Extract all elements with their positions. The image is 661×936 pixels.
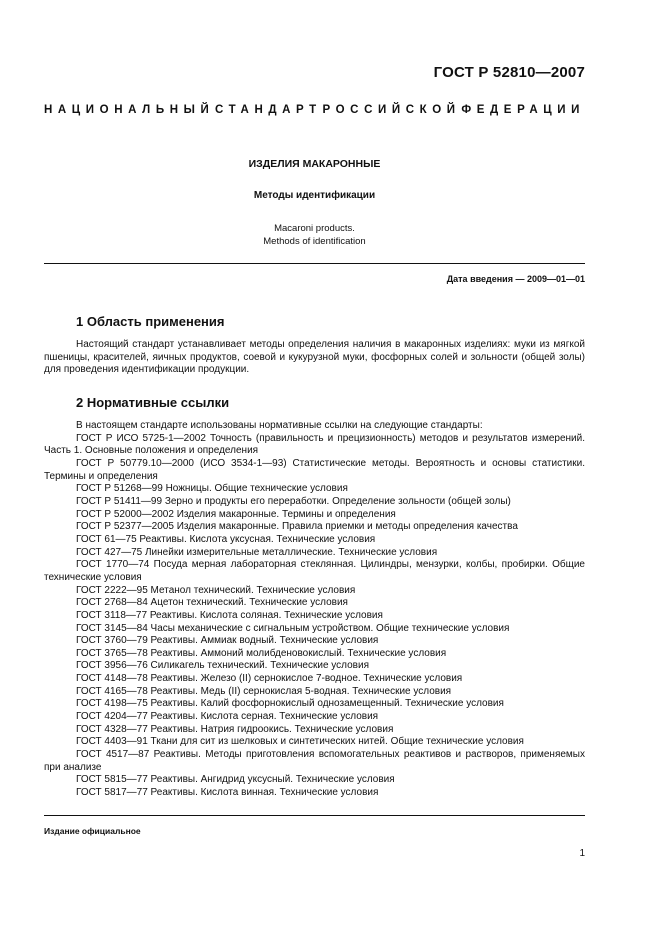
reference-line: ГОСТ 2222—95 Метанол технический. Технические условия [76, 584, 356, 596]
reference-line: В настоящем стандарте использованы нормативные ссылки на следующие стандарты: [76, 420, 483, 431]
reference-line: ГОСТ Р 51268—99 Ножницы. Общие технические условия [76, 483, 348, 495]
reference-line: ГОСТ Р 50779.10—2000 (ИСО 3534-1—93) Статистические методы. Вероятность и основы статистики. Термины и определения [44, 457, 585, 482]
reference-line: ГОСТ 3118—77 Реактивы. Кислота соляная. Технические условия [76, 609, 383, 621]
reference-line: ГОСТ 4403—91 Ткани для сит из шелковых и синтетических нитей. Общие технические условия [76, 736, 524, 748]
footer-divider [44, 815, 585, 816]
english-title [44, 222, 585, 248]
english-title-line: Methods of identification [263, 236, 366, 247]
reference-line: ГОСТ 4148—78 Реактивы. Железо (II) сернокислое 7-водное. Технические условия [76, 673, 463, 685]
reference-line: ГОСТ 4198—75 Реактивы. Калий фосфорнокислый однозамещенный. Технические условия [76, 698, 504, 710]
reference-line: ГОСТ 1770—74 Посуда мерная лабораторная стеклянная. Цилиндры, мензурки, колбы, пробирки. Общие технические условия [44, 559, 585, 583]
reference-line: ГОСТ Р 52000—2002 Изделия макаронные. Термины и определения [76, 508, 396, 520]
reference-line: ГОСТ 5817—77 Реактивы. Кислота винная. Технические условия [76, 787, 379, 799]
introduction-date: Дата введения — 2009—01—01 [446, 274, 585, 284]
banner-word: НАЦИОНАЛЬНЫЙ [44, 104, 215, 116]
banner-word: ФЕДЕРАЦИИ [461, 104, 585, 116]
reference-line: ГОСТ Р ИСО 5725-1—2002 Точность (правильность и прецизионность) методов и результатов измерений. Часть 1. Основные положения и определения [44, 432, 585, 457]
reference-line: ГОСТ 4165—78 Реактивы. Медь (II) сернокислая 5-водная. Технические условия [76, 685, 452, 697]
reference-line: ГОСТ 4517—87 Реактивы. Методы приготовления вспомогательных реактивов и растворов, применяемых при анализе [44, 749, 585, 773]
banner-word: СТАНДАРТ [215, 104, 322, 116]
official-edition-label: Издание официальное [44, 826, 141, 836]
national-standard-banner [44, 104, 585, 116]
reference-line: ГОСТ 5815—77 Реактивы. Ангидрид уксусный. Технические условия [76, 774, 395, 786]
reference-line: ГОСТ 427—75 Линейки измерительные металлические. Технические условия [76, 546, 438, 558]
reference-line: ГОСТ 4328—77 Реактивы. Натрия гидроокись. Технические условия [76, 723, 394, 735]
reference-line: ГОСТ 3760—79 Реактивы. Аммиак водный. Технические условия [76, 635, 379, 647]
gost-number: ГОСТ Р 52810—2007 [433, 64, 585, 81]
reference-line: ГОСТ 61—75 Реактивы. Кислота уксусная. Технические условия [76, 533, 376, 545]
banner-word: РОССИЙСКОЙ [322, 104, 461, 116]
reference-line: ГОСТ 3765—78 Реактивы. Аммоний молибденовокислый. Технические условия [76, 647, 447, 659]
scope-text: Настоящий стандарт устанавливает методы определения наличия в макаронных изделиях: муки из мягкой пшеницы, красителей, яичных продуктов, соевой и кукурузной муки, фосфорных солей и зольности (общей золы) для проведения идентификации продукции. [44, 339, 585, 376]
section-heading-references: 2 Нормативные ссылки [76, 395, 230, 410]
reference-line: ГОСТ 4204—77 Реактивы. Кислота серная. Технические условия [76, 711, 379, 723]
references-list [44, 420, 585, 800]
title-divider [44, 263, 585, 264]
reference-line: ГОСТ Р 52377—2005 Изделия макаронные. Правила приемки и методы определения качества [76, 521, 518, 533]
document-title: ИЗДЕЛИЯ МАКАРОННЫЕ [248, 158, 381, 170]
document-subtitle: Методы идентификации [253, 190, 376, 201]
english-title-line: Macaroni products. [274, 223, 355, 234]
reference-line: ГОСТ Р 51411—99 Зерно и продукты его переработки. Определение зольности (общей золы) [76, 495, 511, 507]
reference-line: ГОСТ 3956—76 Силикагель технический. Технические условия [76, 660, 369, 672]
reference-line: ГОСТ 2768—84 Ацетон технический. Технические условия [76, 597, 348, 609]
page-number: 1 [579, 848, 585, 859]
section-heading-scope: 1 Область применения [76, 314, 225, 329]
scope-paragraph [44, 339, 585, 377]
reference-line: ГОСТ 3145—84 Часы механические с сигнальным устройством. Общие технические условия [76, 622, 510, 634]
